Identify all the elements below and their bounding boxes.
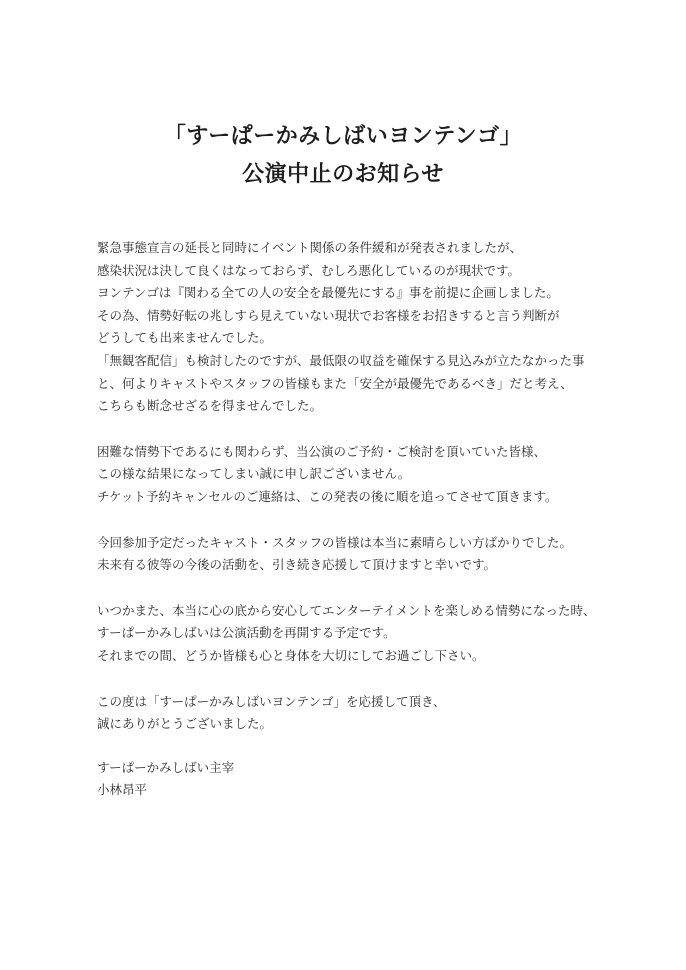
body-line: こちらも断念せざるを得ませんでした。 [97,398,323,414]
body-line: 感染状況は決して良くはなっておらず、むしろ悪化しているのが現状です。 [97,262,521,278]
body-line: ヨンテンゴは『関わる全ての人の安全を最優先にする』事を前提に企画しました。 [97,285,559,301]
body-line: その為、情勢好転の兆しすら見えていない現状でお客様をお招きすると言う判断が [97,307,560,323]
body-line: チケット予約キャンセルのご連絡は、この発表の後に順を追ってさせて頂きます。 [97,488,558,504]
body-line: この度は「すーぱーかみしばいヨンテンゴ」を応援して頂き、 [97,693,446,709]
body-line: 困難な情勢下であるにも関わらず、当公演のご予約・ご検討を頂いていた皆様、 [97,443,547,459]
signature-organization: すーぱーかみしばい主宰 [97,760,235,775]
paragraph-situation [97,237,657,418]
body-line: この様な結果になってしまい誠に申し訳ございません。 [97,466,411,482]
body-line: と、何よりキャストやスタッフの皆様もまた「安全が最優先であるべき」だと考え、 [97,375,573,391]
paragraph-thanks [97,691,657,736]
body-line: 誠にありがとうございました。 [97,716,273,732]
body-line: 「無観客配信」も検討したのですが、最低限の収益を確保する見込みが立たなかった事 [97,352,585,368]
notice-title [0,118,686,194]
body-line: すーぱーかみしばいは公演活動を再開する予定です。 [97,625,396,641]
body-line: どうしても出来ませんでした。 [97,330,273,346]
signature-block [97,757,234,801]
paragraph-future [97,600,657,668]
body-line: 緊急事態宣言の延長と同時にイベント関係の条件緩和が発表されましたが、 [97,240,523,255]
paragraph-cast-staff [97,532,657,577]
body-line: 未来有る彼等の今後の活動を、引き続き応援して頂けますと幸いです。 [97,557,497,573]
title-line-event-name: 「すーぱーかみしばいヨンテンゴ」 [163,124,523,149]
body-line: いつかまた、本当に心の底から安心してエンターテイメントを楽しめる情勢になった時、 [97,602,596,618]
signature-name: 小林昂平 [97,782,148,797]
notice-body [97,237,657,759]
body-line: それまでの間、どうか皆様も心と身体を大切にしてお過ごし下さい。 [97,647,485,663]
body-line: 今回参加予定だったキャスト・スタッフの皆様は本当に素晴らしい方ばかりでした。 [97,534,573,550]
title-line-cancellation: 公演中止のお知らせ [242,162,444,187]
paragraph-apology [97,441,657,509]
